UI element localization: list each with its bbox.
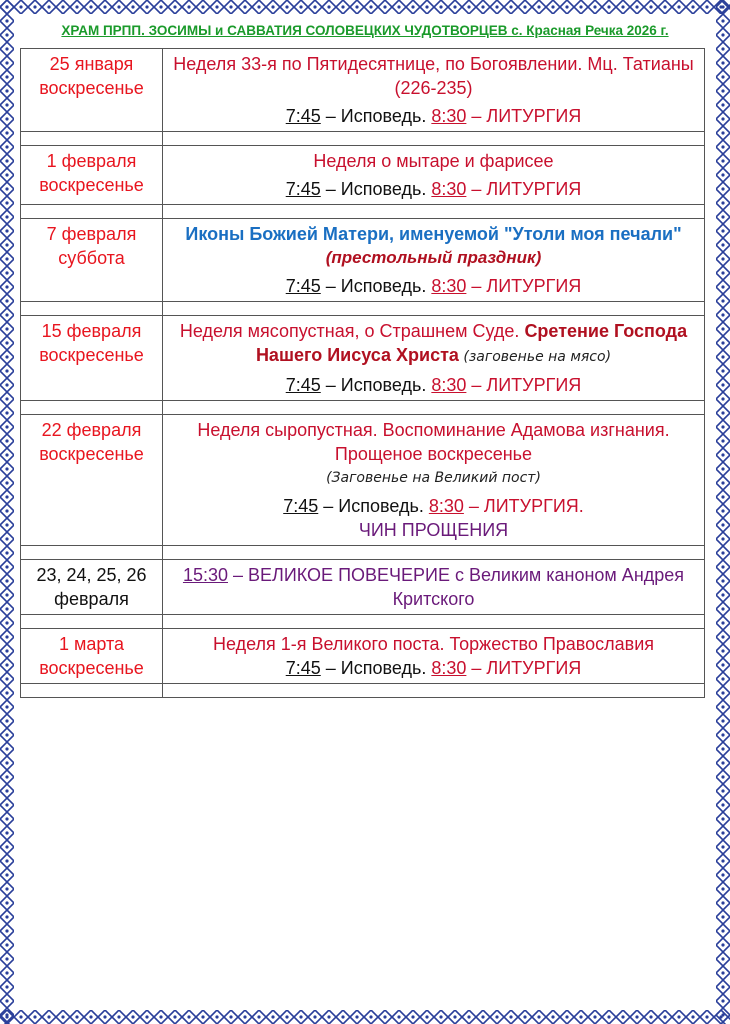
weekday: воскресенье xyxy=(39,658,144,678)
feast-note: (престольный праздник) xyxy=(325,248,542,267)
feast-note: (Заговенье на Великий пост) xyxy=(326,470,541,486)
service-cell xyxy=(163,316,705,401)
date-cell xyxy=(21,560,163,615)
confession-label: – Исповедь. xyxy=(320,179,432,199)
confession-label: – Исповедь. xyxy=(320,375,432,395)
spacer-row xyxy=(21,546,705,560)
liturgy-time: 8:30 xyxy=(431,658,467,678)
feast-title: Неделя 1-я Великого поста. Торжество Православия xyxy=(212,634,655,654)
ornament-border-right xyxy=(716,0,730,1024)
feast-title xyxy=(167,319,700,369)
liturgy-label: – ЛИТУРГИЯ. xyxy=(463,496,584,516)
confession-label: – Исповедь. xyxy=(318,496,429,516)
schedule-row xyxy=(21,49,705,132)
confession-time: 7:45 xyxy=(285,276,321,296)
service-cell xyxy=(163,219,705,302)
liturgy-time: 8:30 xyxy=(431,106,467,126)
date-cell xyxy=(21,316,163,401)
service-cell xyxy=(163,415,705,546)
feast-title: Иконы Божией Матери, именуемой "Утоли моя печали" xyxy=(185,224,682,244)
schedule-row xyxy=(21,146,705,205)
liturgy-time: 8:30 xyxy=(431,375,467,395)
date-cell xyxy=(21,629,163,684)
date: 15 февраля xyxy=(41,321,142,341)
confession-label: – Исповедь. xyxy=(320,106,432,126)
feast-title: Неделя 33-я по Пятидесятнице, по Богоявлении. Мц. Татианы (226-235) xyxy=(173,54,694,98)
date-cell xyxy=(21,219,163,302)
service-cell xyxy=(163,49,705,132)
date-cell xyxy=(21,415,163,546)
extra-service: ЧИН ПРОЩЕНИЯ xyxy=(358,520,509,540)
liturgy-label: – ЛИТУРГИЯ xyxy=(466,106,582,126)
liturgy-time: 8:30 xyxy=(431,276,467,296)
date-cell xyxy=(21,146,163,205)
date: 25 января xyxy=(49,54,134,74)
ornament-border-left xyxy=(0,0,14,1024)
liturgy-label: – ЛИТУРГИЯ xyxy=(466,179,582,199)
service-times xyxy=(167,104,700,128)
spacer-row xyxy=(21,302,705,316)
confession-time: 7:45 xyxy=(285,658,321,678)
feast-title: Неделя о мытаре и фарисее xyxy=(313,151,554,171)
service-times xyxy=(167,494,700,518)
page-title: ХРАМ ПРПП. ЗОСИМЫ и САВВАТИЯ СОЛОВЕЦКИХ ЧУДОТВОРЦЕВ с. Красная Речка 2026 г. xyxy=(61,23,669,38)
spacer-row xyxy=(21,684,705,698)
confession-time: 7:45 xyxy=(285,179,321,199)
page-header xyxy=(20,20,710,42)
date: 23, 24, 25, 26 xyxy=(36,565,147,585)
schedule-row xyxy=(21,219,705,302)
schedule-row xyxy=(21,316,705,401)
feast-title-plain: Неделя мясопустная, о Страшнем Суде. xyxy=(179,321,525,341)
confession-label: – Исповедь. xyxy=(320,276,432,296)
feast-note: (заговенье на мясо) xyxy=(458,349,612,365)
feast-title-bold: Сретение Господа Нашего Иисуса Христа xyxy=(255,321,688,365)
weekday: февраля xyxy=(54,589,129,609)
weekday: воскресенье xyxy=(39,78,144,98)
confession-time: 7:45 xyxy=(283,496,319,516)
liturgy-label: – ЛИТУРГИЯ xyxy=(466,276,582,296)
weekday: воскресенье xyxy=(39,345,144,365)
weekday: суббота xyxy=(58,248,125,268)
feast-title xyxy=(167,563,700,611)
date: 1 февраля xyxy=(46,151,137,171)
spacer-row xyxy=(21,615,705,629)
weekday: воскресенье xyxy=(39,444,144,464)
service-cell xyxy=(163,560,705,615)
service-cell xyxy=(163,146,705,205)
liturgy-time: 8:30 xyxy=(431,179,467,199)
date: 1 марта xyxy=(58,634,125,654)
date: 22 февраля xyxy=(41,420,142,440)
ornament-border-bottom xyxy=(0,1010,730,1024)
schedule-row xyxy=(21,415,705,546)
liturgy-label: – ЛИТУРГИЯ xyxy=(466,375,582,395)
service-time: 15:30 xyxy=(182,565,228,585)
spacer-row xyxy=(21,205,705,219)
service-times xyxy=(167,274,700,298)
confession-time: 7:45 xyxy=(285,106,321,126)
service-label: – ВЕЛИКОЕ ПОВЕЧЕРИЕ с Великим каноном Андрея Критского xyxy=(228,565,685,609)
ornament-border-top xyxy=(0,0,730,14)
confession-label: – Исповедь. xyxy=(320,658,432,678)
confession-time: 7:45 xyxy=(285,375,321,395)
service-times xyxy=(167,177,700,201)
liturgy-time: 8:30 xyxy=(428,496,464,516)
date: 7 февраля xyxy=(46,224,137,244)
service-cell xyxy=(163,629,705,684)
schedule-row xyxy=(21,560,705,615)
service-times xyxy=(167,373,700,397)
date-cell xyxy=(21,49,163,132)
spacer-row xyxy=(21,401,705,415)
service-times xyxy=(167,656,700,680)
spacer-row xyxy=(21,132,705,146)
schedule-row xyxy=(21,629,705,684)
liturgy-label: – ЛИТУРГИЯ xyxy=(466,658,582,678)
schedule-table xyxy=(20,48,705,698)
feast-title: Неделя сыропустная. Воспоминание Адамова изгнания. Прощеное воскресенье xyxy=(197,420,670,464)
weekday: воскресенье xyxy=(39,175,144,195)
